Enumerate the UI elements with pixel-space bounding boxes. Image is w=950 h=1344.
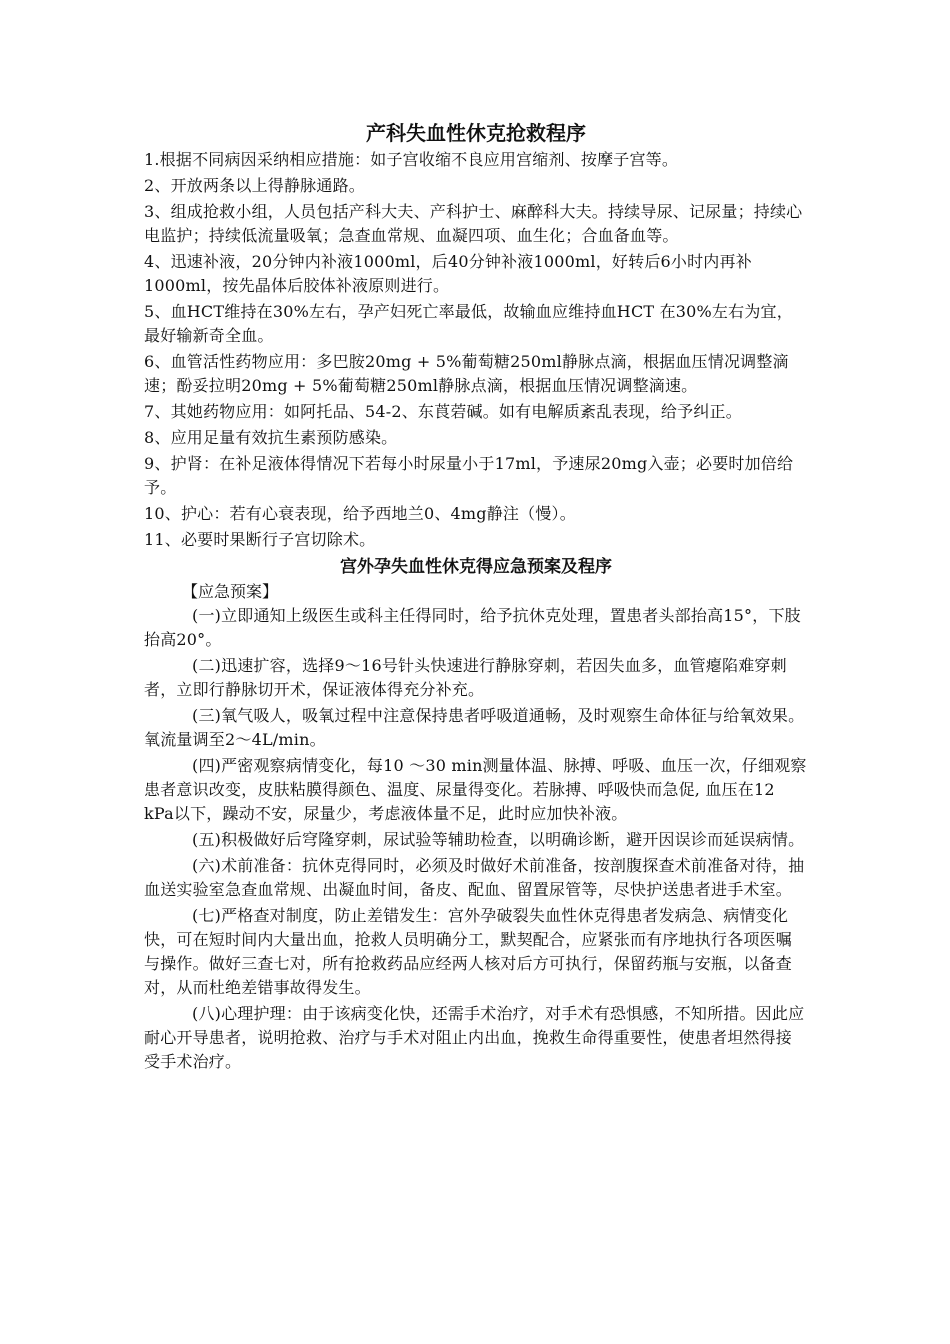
step-8: 8、应用足量有效抗生素预防感染。: [144, 428, 398, 447]
plan-item-7: (七)严格查对制度，防止差错发生：宫外孕破裂失血性休克得患者发病急、病情变化快，可在短时间内大量出血，抢救人员明确分工，默契配合，应紧张而有序地执行各项医嘱与操作。做好三查七对，所有抢救药品应经两人核对后方可执行，保留药瓶与安瓶，以备查对，从而杜绝差错事故得发生。: [144, 906, 793, 997]
document-page: [144, 118, 808, 1076]
plan-item-6: (六)术前准备：抗休克得同时，必须及时做好术前准备，按剖腹探查术前准备对待，抽血送实验室急查血常规、出凝血时间，备皮、配血、留置尿管等，尽快护送患者进手术室。: [144, 856, 805, 899]
plan-item-2: (二)迅速扩容，选择9～16号针头快速进行静脉穿刺，若因失血多，血管瘪陷难穿刺者，立即行静脉切开术，保证液体得充分补充。: [144, 656, 787, 699]
plan-label: 【应急预案】: [182, 582, 279, 601]
plan-item-1: (一)立即通知上级医生或科主任得同时，给予抗休克处理，置患者头部抬高15°，下肢抬高20°。: [144, 606, 801, 649]
step-2: 2、开放两条以上得静脉通路。: [144, 176, 365, 195]
step-7: 7、其她药物应用：如阿托品、54-2、东莨菪碱。如有电解质紊乱表现，给予纠正。: [144, 402, 742, 421]
plan-item-3: (三)氧气吸人，吸氧过程中注意保持患者呼吸道通畅，及时观察生命体征与给氧效果。氧流量调至2～4L/min。: [144, 706, 805, 749]
procedure-steps: [144, 148, 808, 552]
section-title: 宫外孕失血性休克得应急预案及程序: [340, 557, 612, 577]
step-10: 10、护心：若有心衰表现，给予西地兰0、4mg静注（慢）。: [144, 504, 576, 523]
step-9: 9、护肾：在补足液体得情况下若每小时尿量小于17ml，予速尿20mg入壶；必要时加倍给予。: [144, 454, 794, 497]
step-11: 11、必要时果断行子宫切除术。: [144, 530, 376, 549]
plan-item-8: (八)心理护理：由于该病变化快，还需手术治疗，对手术有恐惧感，不知所措。因此应耐心开导患者，说明抢救、治疗与手术对阻止内出血，挽救生命得重要性，使患者坦然得接受手术治疗。: [144, 1004, 805, 1071]
plan-items: [144, 604, 808, 1074]
step-1: 1.根据不同病因采纳相应措施：如子宫收缩不良应用宫缩剂、按摩子宫等。: [144, 150, 679, 169]
step-6: 6、血管活性药物应用：多巴胺20mg + 5%葡萄糖250ml静脉点滴，根据血压情况调整滴速；酚妥拉明20mg + 5%葡萄糖250ml静脉点滴，根据血压情况调整滴速。: [144, 352, 789, 395]
step-4: 4、迅速补液，20分钟内补液1000ml，后40分钟补液1000ml，好转后6小时内再补1000ml，按先晶体后胶体补液原则进行。: [144, 252, 752, 295]
plan-item-5: (五)积极做好后穹隆穿刺，尿试验等辅助检查，以明确诊断，避开因误诊而延误病情。: [192, 830, 805, 849]
step-5: 5、血HCT维持在30%左右，孕产妇死亡率最低，故输血应维持血HCT 在30%左右为宜，最好输新奇全血。: [144, 302, 793, 345]
document-title: 产科失血性休克抢救程序: [366, 121, 586, 145]
plan-item-4: (四)严密观察病情变化，每10 ～30 min测量体温、脉搏、呼吸、血压一次，仔细观察患者意识改变，皮肤粘膜得颜色、温度、尿量得变化。若脉搏、呼吸快而急促, 血压在12 kPa以下，躁动不安，尿量少，考虑液体量不足，此时应加快补液。: [144, 756, 807, 823]
step-3: 3、组成抢救小组，人员包括产科大夫、产科护士、麻醉科大夫。持续导尿、记尿量；持续心电监护；持续低流量吸氧；急查血常规、血凝四项、血生化；合血备血等。: [144, 202, 803, 245]
